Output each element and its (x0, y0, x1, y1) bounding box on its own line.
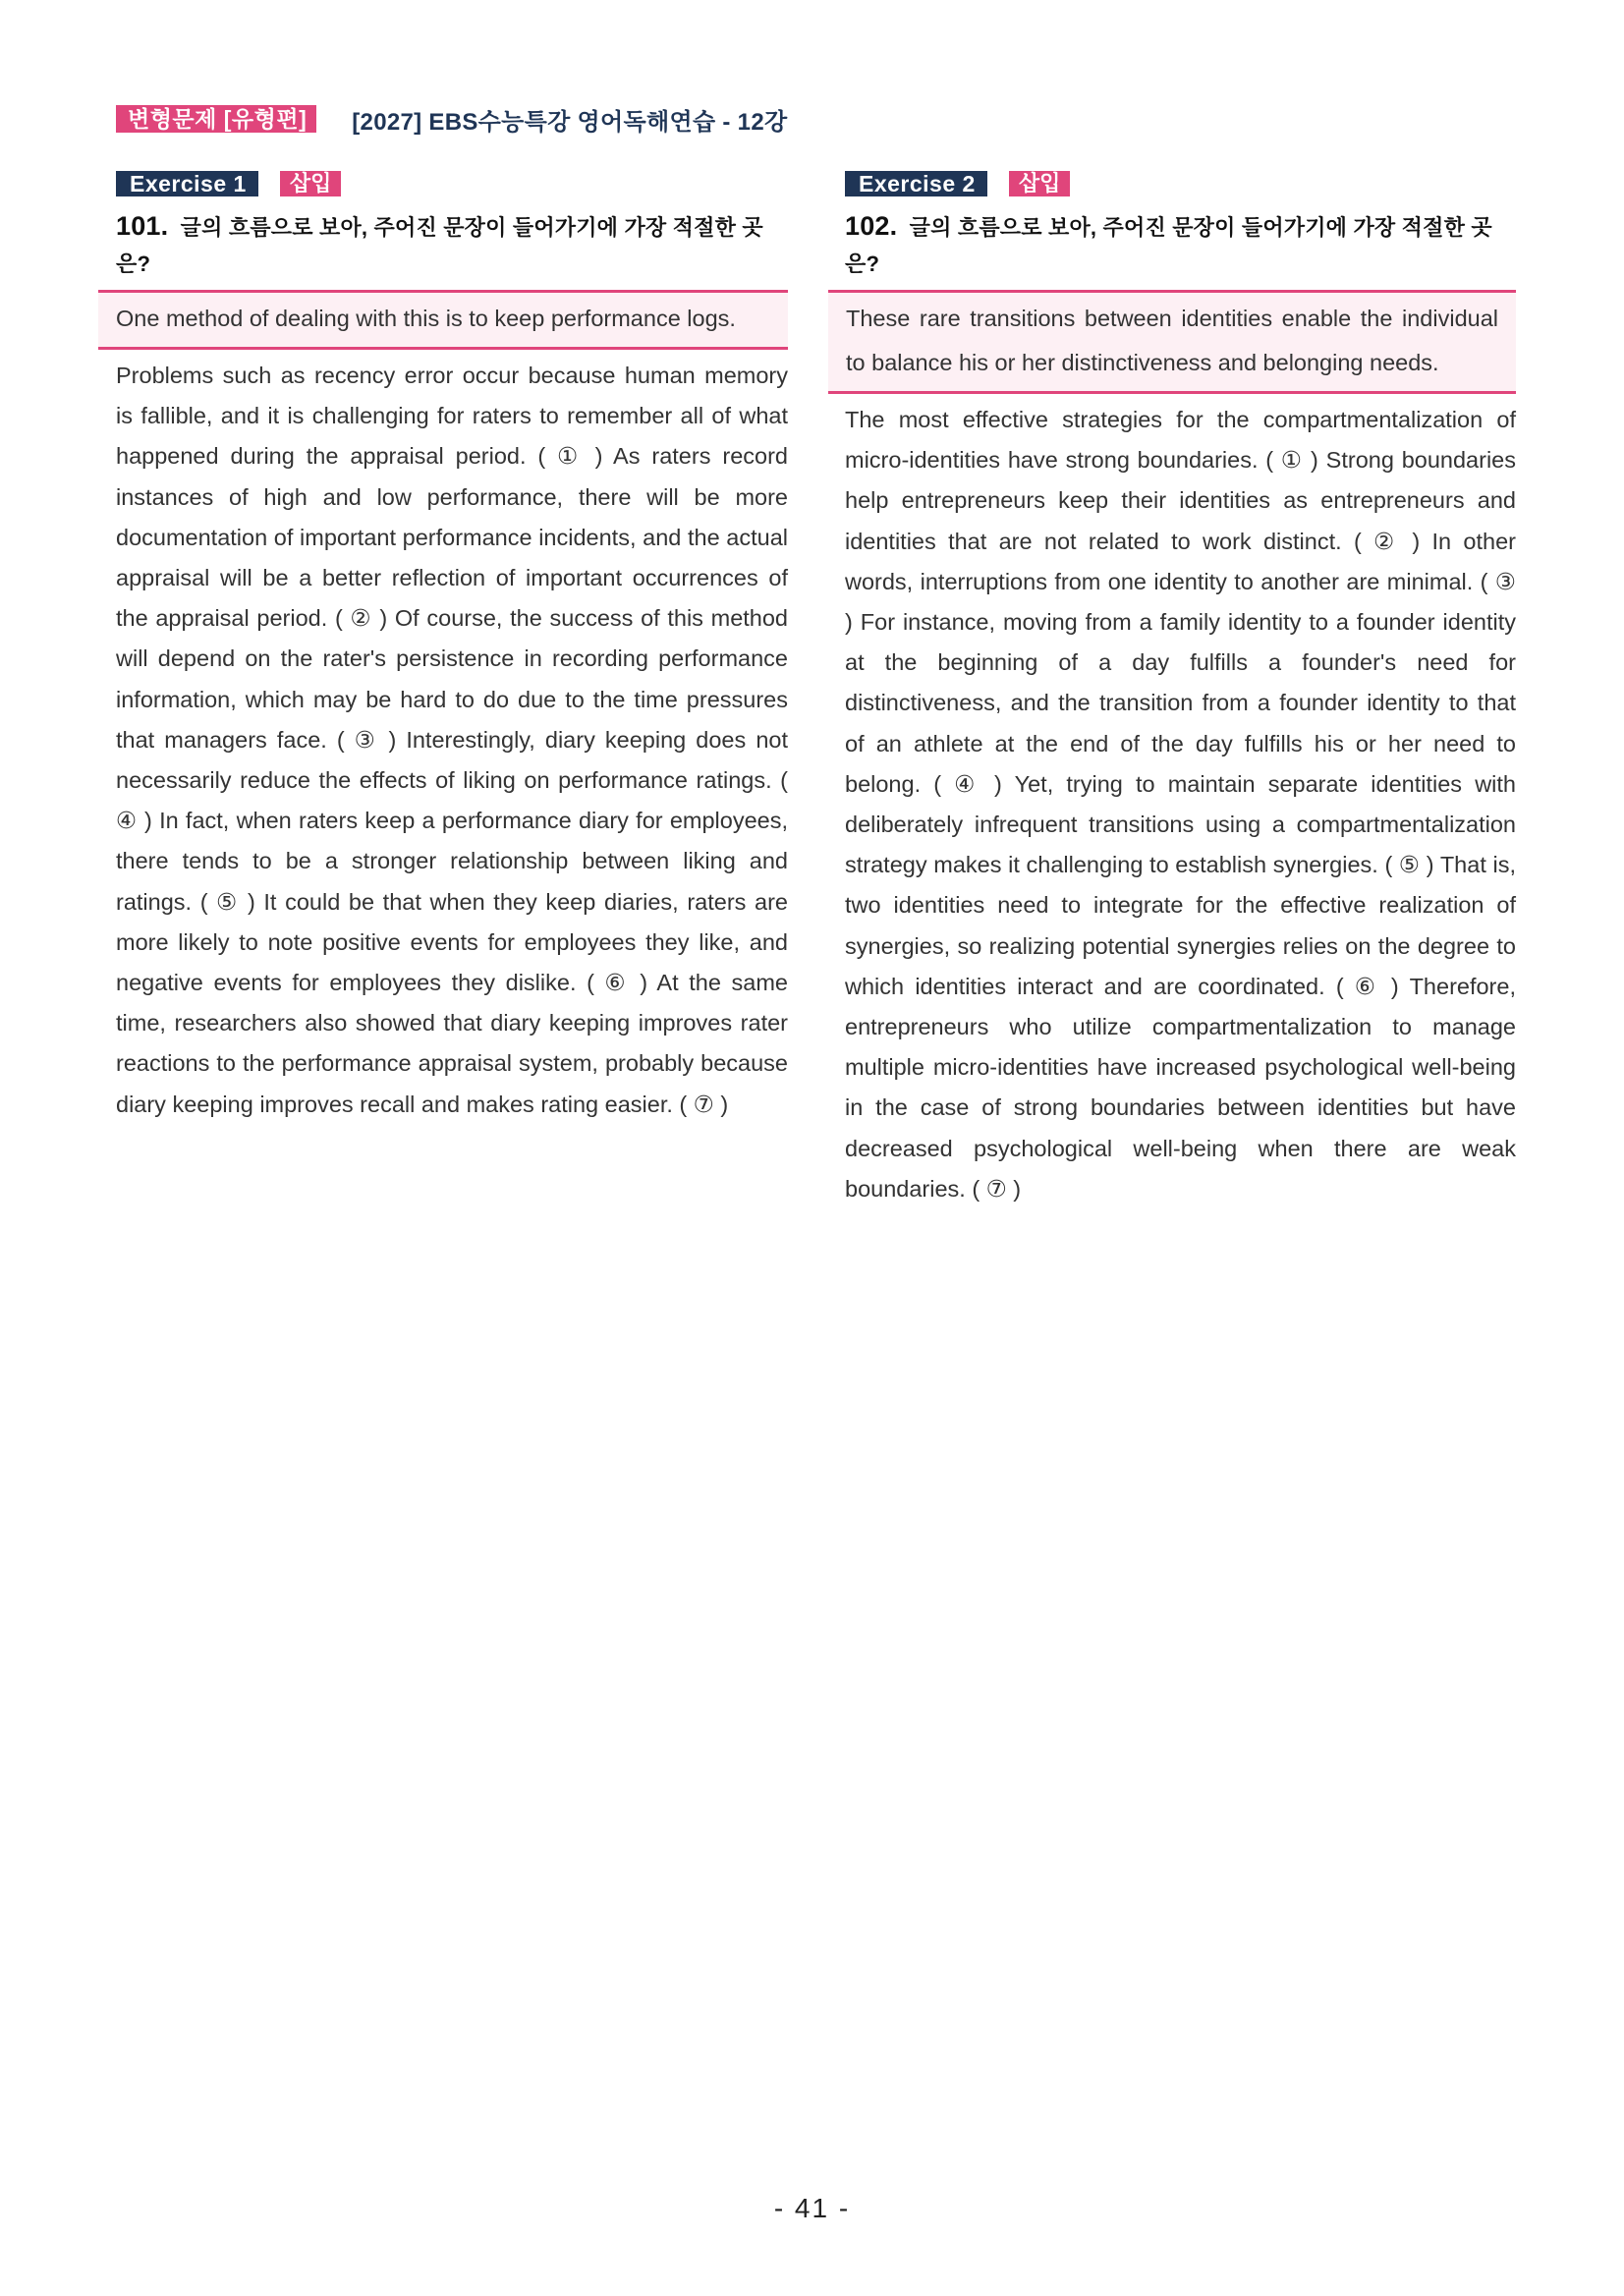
question-prompt (845, 208, 1516, 282)
exercise-1 (116, 171, 788, 1125)
page-header (116, 104, 787, 134)
exercise-2 (845, 171, 1516, 1209)
exercise-type-badge: 삽입 (280, 171, 342, 196)
header-type-tag: 변형문제 [유형편] (116, 105, 316, 133)
exercise-badges (845, 171, 1516, 196)
header-title: [2027] EBS수능특강 영어독해연습 - 12강 (352, 108, 788, 136)
page-number: - 41 - (773, 2193, 851, 2223)
question-text: 글의 흐름으로 보아, 주어진 문장이 들어가기에 가장 적절한 곳은? (845, 215, 1492, 276)
passage-text: Problems such as recency error occur because human memory is fallible, and it is challenging for raters to remember all of what happened during the appraisal period. ( ① ) As raters record instances of high and low performance, there will be more documentation of important performance incidents, and the actual appraisal will be a better reflection of important occurrences of the appraisal period. ( ② ) Of course, the success of this method will depend on the rater's persistence in recording performance information, which may be hard to do due to the time pressures that managers face. ( ③ ) Interestingly, diary keeping does not necessarily reduce the effects of liking on performance ratings. ( ④ ) In fact, when raters keep a performance diary for employees, there tends to be a stronger relationship between liking and ratings. ( ⑤ ) It could be that when they keep diaries, raters are more likely to note positive events for employees they like, and negative events for employees they dislike. ( ⑥ ) At the same time, researchers also showed that diary keeping improves rater reactions to the performance appraisal system, probably because diary keeping improves recall and makes rating easier. ( ⑦ ) (116, 363, 788, 1117)
question-prompt (116, 208, 788, 282)
given-sentence-box (828, 290, 1516, 394)
exercise-type-badge: 삽입 (1009, 171, 1071, 196)
given-sentence: These rare transitions between identities enable the individual to balance his or her distinctiveness and belonging needs. (846, 306, 1498, 375)
question-number: 102. (845, 211, 898, 241)
exercise-label: Exercise 2 (845, 171, 987, 196)
given-sentence-box (98, 290, 788, 350)
exercise-label: Exercise 1 (116, 171, 258, 196)
question-number: 101. (116, 211, 169, 241)
passage-text: The most effective strategies for the compartmentalization of micro-identities have strong boundaries. ( ① ) Strong boundaries help entrepreneurs keep their identities as entrepreneurs and identities that are not related to work distinct. ( ② ) In other words, interruptions from one identity to another are minimal. ( ③ ) For instance, moving from a family identity to a founder identity at the beginning of a day fulfills a founder's need for distinctiveness, and the transition from a founder identity to that of an athlete at the end of the day fulfills his or her need to belong. ( ④ ) Yet, trying to maintain separate identities with deliberately infrequent transitions using a compartmentalization strategy makes it challenging to establish synergies. ( ⑤ ) That is, two identities need to integrate for the effective realization of synergies, so realizing potential synergies relies on the degree to which identities interact and are coordinated. ( ⑥ ) Therefore, entrepreneurs who utilize compartmentalization to manage multiple micro-identities have increased psychological well-being in the case of strong boundaries between identities but have decreased psychological well-being when there are weak boundaries. ( ⑦ ) (845, 407, 1516, 1202)
exercise-badges (116, 171, 788, 196)
question-text: 글의 흐름으로 보아, 주어진 문장이 들어가기에 가장 적절한 곳은? (116, 215, 763, 276)
given-sentence: One method of dealing with this is to keep performance logs. (116, 306, 736, 331)
